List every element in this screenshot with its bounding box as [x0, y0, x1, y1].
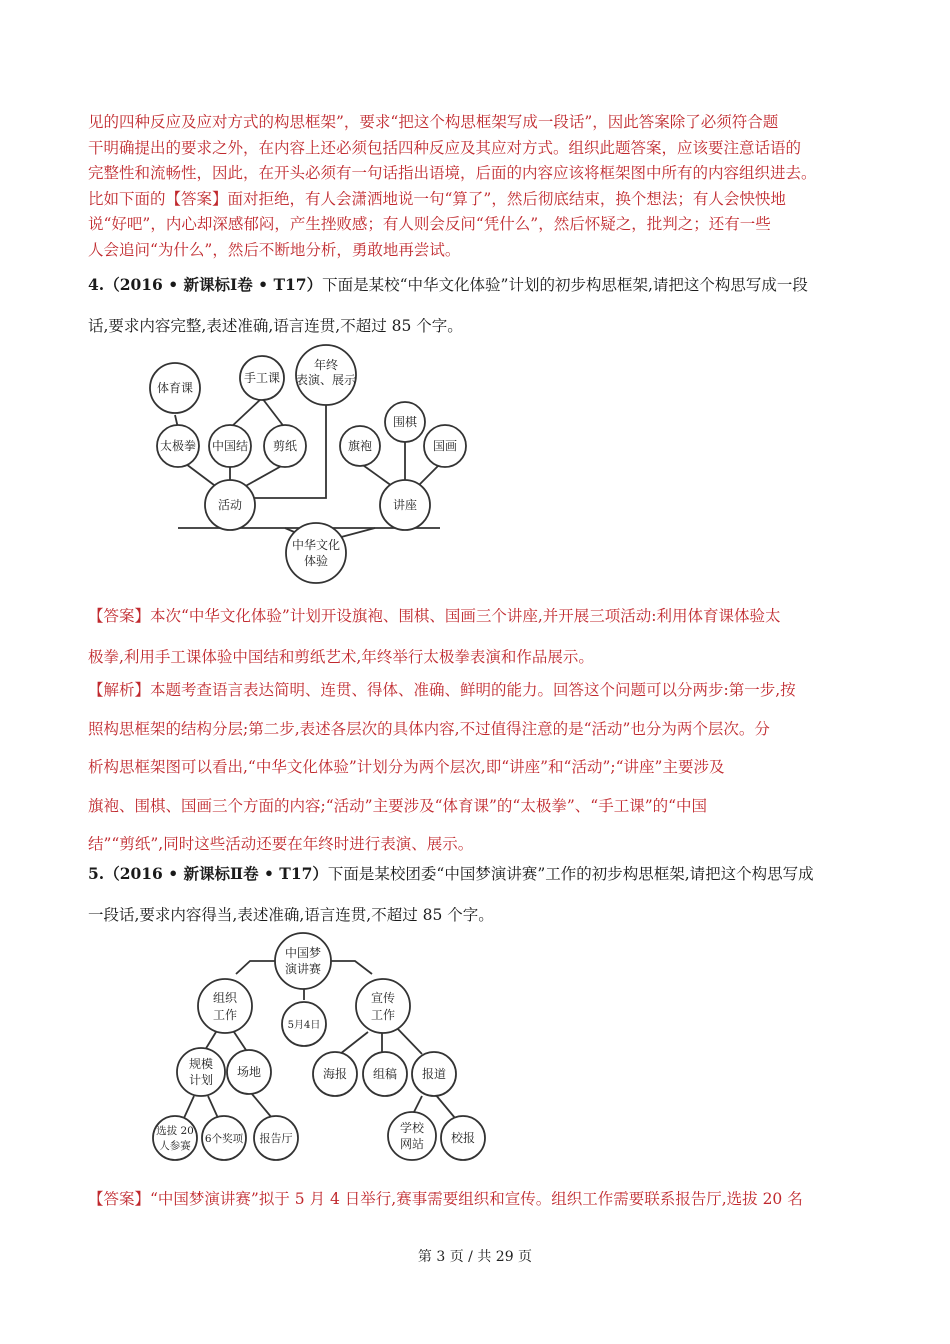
- node-label: 旗袍: [347, 439, 373, 453]
- node-label: 报告厅: [259, 1132, 293, 1145]
- text-line: 见的四种反应及应对方式的构思框架”，要求“把这个构思框架写成一段话”，因此答案除了必须符合题: [88, 113, 779, 131]
- connector-line: [236, 961, 276, 974]
- text-line: 比如下面的【答案】面对拒绝，有人会潇洒地说一句“算了”，然后彻底结束，换个想法；有人会怏怏地: [88, 189, 786, 208]
- culture-plan-diagram: [140, 338, 480, 588]
- connector-line: [360, 463, 392, 486]
- node-label: 讲座: [392, 498, 418, 512]
- question-line: 话,要求内容完整,表述准确,语言连贯,不超过 85 个字。: [88, 317, 463, 335]
- node-root-culture-experience: [286, 523, 346, 583]
- node-label: 体验: [303, 554, 329, 568]
- connector-line: [395, 1026, 422, 1054]
- node-label: 组稿: [372, 1067, 398, 1081]
- node-label: 校报: [450, 1131, 476, 1145]
- node-label: 6个奖项: [204, 1133, 244, 1145]
- text-line: 人会追问“为什么”，然后不断地分析，勇敢地再尝试。: [88, 240, 461, 259]
- node-label: 年终: [313, 358, 339, 372]
- question-4: [88, 264, 868, 347]
- text-line: 析构思框架图可以看出,“中华文化体验”计划分为两个层次,即“讲座”和“活动”;“讲座”主要涉及: [88, 758, 725, 776]
- node-label: 组织: [212, 991, 238, 1005]
- question-source: （2016 • 新课标Ⅱ卷 • T17）: [104, 864, 328, 883]
- node-label: 学校: [399, 1121, 425, 1135]
- continuation-analysis: [88, 110, 868, 263]
- node-select-20: [153, 1116, 197, 1160]
- connector-line: [234, 1032, 246, 1050]
- question-number: 4.: [88, 275, 105, 294]
- node-label: 体育课: [156, 381, 194, 395]
- node-label: 演讲赛: [284, 962, 322, 976]
- connector-line: [418, 464, 440, 486]
- question-line: 一段话,要求内容得当,表述准确,语言连贯,不超过 85 个字。: [88, 906, 494, 924]
- node-label: 工作: [370, 1008, 396, 1022]
- analysis-4: [88, 671, 868, 864]
- node-label: 5月4日: [287, 1020, 321, 1031]
- text-line: 【答案】本次“中华文化体验”计划开设旗袍、围棋、国画三个讲座,并开展三项活动:利用体育课体验太: [88, 607, 781, 625]
- node-label: 网站: [399, 1137, 425, 1151]
- connector-line: [262, 398, 285, 428]
- node-publicity: [356, 979, 410, 1033]
- node-label: 宣传: [370, 991, 396, 1005]
- text-line: 照构思框架的结构分层;第二步,表述各层次的具体内容,不过值得注意的是“活动”也分为两个层次。分: [88, 719, 770, 738]
- text-line: 结”“剪纸”,同时这些活动还要在年终时进行表演、展示。: [88, 835, 474, 853]
- answer-5: [88, 1184, 868, 1214]
- text-line: 完整性和流畅性，因此，在开头必须有一句话指出语境，后面的内容应该将框架图中所有的内容组织进去。: [88, 164, 817, 182]
- node-label: 表演、展示: [295, 373, 357, 387]
- node-label: 规模: [188, 1057, 214, 1071]
- node-scale-plan: [177, 1048, 225, 1096]
- node-label: 人参赛: [159, 1140, 191, 1152]
- node-root-chinese-dream: [275, 933, 331, 989]
- connector-line: [435, 1094, 455, 1118]
- text-line: 说“好吧”，内心却深感郁闷，产生挫败感；有人则会反问“凭什么”，然后怀疑之，批判之；还有一些: [88, 215, 771, 233]
- question-text: 下面是某校团委“中国梦演讲赛”工作的初步构思框架,请把这个构思写成: [327, 865, 814, 883]
- node-label: 海报: [322, 1067, 348, 1081]
- node-label: 中国梦: [284, 946, 322, 960]
- question-line: [88, 853, 868, 895]
- node-label: 报道: [421, 1067, 447, 1081]
- connector-line: [208, 1096, 218, 1118]
- page-number: 第 3 页 / 共 29 页: [417, 1249, 533, 1265]
- text-line: 【答案】“中国梦演讲赛”拟于 5 月 4 日举行,赛事需要组织和宣传。组织工作需要联系报告厅,选拔 20 名: [88, 1190, 803, 1208]
- question-text: 下面是某校“中华文化体验”计划的初步构思框架,请把这个构思写成一段: [322, 276, 808, 294]
- node-label: 剪纸: [272, 439, 298, 453]
- node-label: 太极拳: [159, 439, 197, 453]
- text-line: 极拳,利用手工课体验中国结和剪纸艺术,年终举行太极拳表演和作品展示。: [88, 648, 594, 666]
- node-label: 活动: [217, 498, 243, 512]
- question-5: [88, 853, 868, 936]
- question-source: （2016 • 新课标Ⅰ卷 • T17）: [104, 275, 323, 294]
- node-label: 工作: [212, 1008, 238, 1022]
- question-line: [88, 264, 868, 306]
- text-line: 旗袍、围棋、国画三个方面的内容;“活动”主要涉及“体育课”的“太极拳”、“手工课”的“中国: [88, 796, 708, 815]
- connector-line: [340, 1032, 368, 1054]
- connector-line: [205, 1032, 216, 1050]
- node-label: 中华文化: [291, 538, 341, 552]
- node-label: 中国结: [211, 439, 249, 453]
- node-label: 国画: [432, 439, 458, 453]
- text-line: 干明确提出的要求之外，在内容上还必须包括四种反应及其应对方式。组织此题答案，应该要注意话语的: [88, 138, 802, 157]
- node-label: 围棋: [392, 415, 418, 429]
- node-organization: [198, 979, 252, 1033]
- connector-line: [184, 1096, 194, 1118]
- node-label: 手工课: [243, 371, 281, 385]
- node-school-website: [388, 1112, 436, 1160]
- node-label: 选拔 20: [156, 1125, 194, 1137]
- connector-line: [252, 1094, 272, 1118]
- node-label: 场地: [236, 1065, 262, 1079]
- text-line: 【解析】本题考查语言表达简明、连贯、得体、准确、鲜明的能力。回答这个问题可以分两步:第一步,按: [88, 681, 796, 699]
- connector-line: [230, 398, 262, 428]
- connector-line: [186, 464, 218, 488]
- question-number: 5.: [88, 864, 105, 883]
- connector-line: [330, 961, 372, 974]
- chinese-dream-contest-diagram: [150, 926, 490, 1171]
- connector-line: [242, 464, 285, 488]
- answer-4: [88, 596, 868, 678]
- node-label: 计划: [188, 1073, 214, 1087]
